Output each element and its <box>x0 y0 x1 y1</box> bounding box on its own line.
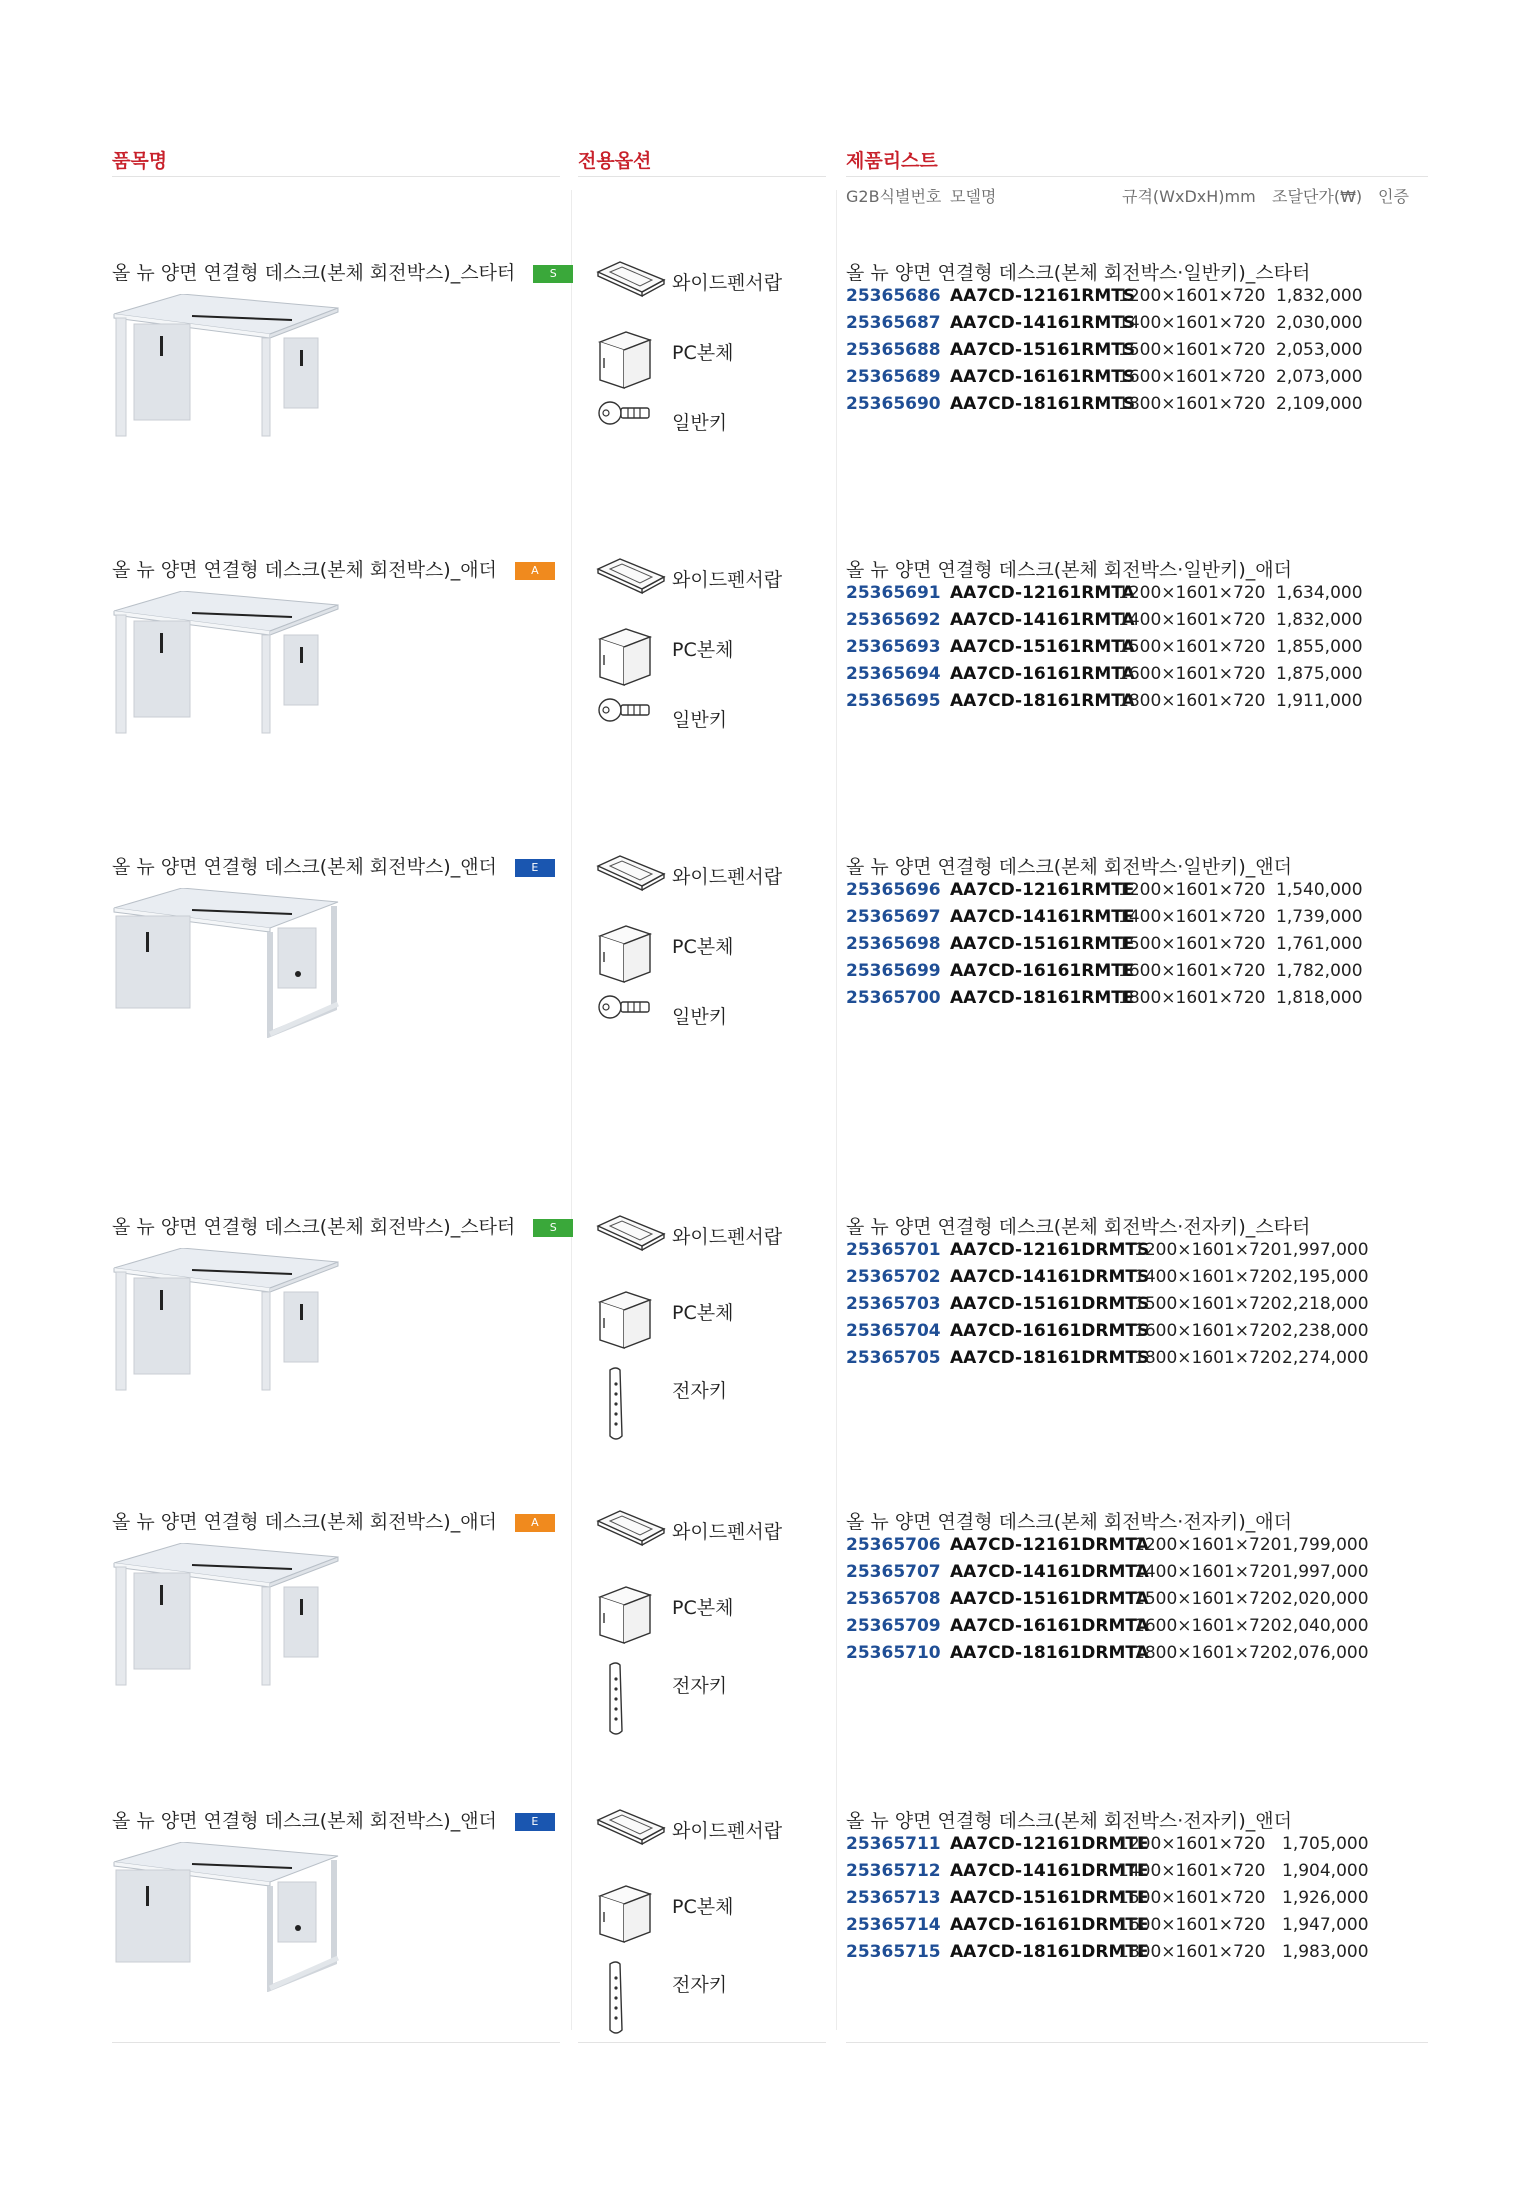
product-row <box>0 1806 1529 2126</box>
price: 2,076,000 <box>1282 1643 1369 1663</box>
product-line <box>846 1562 1426 1589</box>
product-line <box>846 1915 1426 1942</box>
item-name: 올 뉴 양면 연결형 데스크(본체 회전박스)_스타터 S <box>112 258 573 285</box>
option-item <box>596 555 836 603</box>
product-line <box>846 1589 1426 1616</box>
spec: 1200×1601×720 <box>1134 1535 1282 1555</box>
subheader-spec: 규격(WxDxH)mm <box>1122 187 1256 206</box>
model-name: AA7CD-12161DRMTS <box>950 1240 1150 1260</box>
g2b-id: 25365699 <box>846 961 941 981</box>
option-item <box>596 328 836 376</box>
spec: 1600×1601×720 <box>1118 1915 1266 1935</box>
product-line <box>846 1834 1426 1861</box>
price: 1,947,000 <box>1282 1915 1369 1935</box>
desk-image <box>112 591 342 741</box>
desk-image <box>112 1248 342 1398</box>
price: 1,983,000 <box>1282 1942 1369 1962</box>
spec: 1800×1601×720 <box>1118 394 1266 414</box>
g2b-id: 25365707 <box>846 1562 941 1582</box>
product-line <box>846 340 1426 367</box>
spec: 1800×1601×720 <box>1134 1643 1282 1663</box>
spec: 1500×1601×720 <box>1134 1589 1282 1609</box>
option-label: PC본체 <box>672 1597 734 1619</box>
product-line <box>846 1348 1426 1375</box>
product-line <box>846 1643 1426 1670</box>
price: 1,997,000 <box>1282 1562 1369 1582</box>
price: 2,238,000 <box>1282 1321 1369 1341</box>
option-item <box>596 1882 836 1930</box>
item-name: 올 뉴 양면 연결형 데스크(본체 회전박스)_앤더 E <box>112 1806 555 1833</box>
subheader-cert: 인증 <box>1378 187 1409 206</box>
product-line <box>846 394 1426 421</box>
product-line <box>846 961 1426 988</box>
g2b-id: 25365711 <box>846 1834 941 1854</box>
product-line <box>846 1240 1426 1267</box>
model-name: AA7CD-15161DRMTE <box>950 1888 1149 1908</box>
spec: 1500×1601×720 <box>1118 637 1266 657</box>
item-name: 올 뉴 양면 연결형 데스크(본체 회전박스)_스타터 S <box>112 1212 573 1239</box>
g2b-id: 25365695 <box>846 691 941 711</box>
model-name: AA7CD-18161DRMTE <box>950 1942 1149 1962</box>
price: 1,818,000 <box>1276 988 1363 1008</box>
group-title: 올 뉴 양면 연결형 데스크(본체 회전박스·일반키)_애더 <box>846 559 1292 581</box>
model-name: AA7CD-15161DRMTA <box>950 1589 1149 1609</box>
option-item <box>596 922 836 970</box>
option-label: PC본체 <box>672 1302 734 1324</box>
product-line <box>846 1321 1426 1348</box>
g2b-id: 25365715 <box>846 1942 941 1962</box>
model-name: AA7CD-14161DRMTA <box>950 1562 1149 1582</box>
price: 2,053,000 <box>1276 340 1363 360</box>
model-name: AA7CD-15161RMTA <box>950 637 1135 657</box>
product-line <box>846 691 1426 718</box>
product-line <box>846 1861 1426 1888</box>
model-name: AA7CD-14161RMTE <box>950 907 1135 927</box>
option-label: PC본체 <box>672 639 734 661</box>
product-line <box>846 637 1426 664</box>
option-item <box>596 695 836 743</box>
price: 2,274,000 <box>1282 1348 1369 1368</box>
model-name: AA7CD-16161RMTA <box>950 664 1135 684</box>
spec: 1200×1601×720 <box>1118 583 1266 603</box>
g2b-id: 25365710 <box>846 1643 941 1663</box>
spec: 1600×1601×720 <box>1118 664 1266 684</box>
product-line <box>846 1294 1426 1321</box>
g2b-id: 25365692 <box>846 610 941 630</box>
option-label: 전자키 <box>672 1974 728 1996</box>
group-title: 올 뉴 양면 연결형 데스크(본체 회전박스·일반키)_앤더 <box>846 856 1292 878</box>
model-name: AA7CD-18161DRMTA <box>950 1643 1149 1663</box>
option-label: PC본체 <box>672 1896 734 1918</box>
model-name: AA7CD-15161RMTE <box>950 934 1135 954</box>
price: 1,799,000 <box>1282 1535 1369 1555</box>
option-label: 전자키 <box>672 1675 728 1697</box>
header-divider-1 <box>112 176 560 177</box>
item-name: 올 뉴 양면 연결형 데스크(본체 회전박스)_앤더 E <box>112 852 555 879</box>
price: 1,705,000 <box>1282 1834 1369 1854</box>
model-name: AA7CD-12161RMTS <box>950 286 1136 306</box>
price: 2,195,000 <box>1282 1267 1369 1287</box>
model-name: AA7CD-18161RMTE <box>950 988 1135 1008</box>
option-label: PC본체 <box>672 342 734 364</box>
spec: 1500×1601×720 <box>1134 1294 1282 1314</box>
price: 1,904,000 <box>1282 1861 1369 1881</box>
grade-badge: S <box>529 1219 573 1237</box>
subheader-model: 모델명 <box>950 187 997 206</box>
product-row <box>0 1212 1529 1532</box>
option-label: 와이드펜서랍 <box>672 272 783 294</box>
g2b-id: 25365689 <box>846 367 941 387</box>
option-label: 와이드펜서랍 <box>672 1226 783 1248</box>
grade-badge: E <box>511 859 555 877</box>
g2b-id: 25365688 <box>846 340 941 360</box>
model-name: AA7CD-16161RMTE <box>950 961 1135 981</box>
spec: 1400×1601×720 <box>1118 907 1266 927</box>
spec: 1500×1601×720 <box>1118 934 1266 954</box>
option-item <box>596 1507 836 1555</box>
desk-image <box>112 1842 342 1992</box>
price: 1,855,000 <box>1276 637 1363 657</box>
subheader-price: 조달단가(₩) <box>1272 187 1363 206</box>
spec: 1800×1601×720 <box>1134 1348 1282 1368</box>
product-line <box>846 1616 1426 1643</box>
model-name: AA7CD-14161DRMTE <box>950 1861 1149 1881</box>
product-line <box>846 583 1426 610</box>
group-title: 올 뉴 양면 연결형 데스크(본체 회전박스·일반키)_스타터 <box>846 262 1311 284</box>
footer-divider-3 <box>846 2042 1428 2043</box>
spec: 1200×1601×720 <box>1118 1834 1266 1854</box>
g2b-id: 25365690 <box>846 394 941 414</box>
option-label: 와이드펜서랍 <box>672 1521 783 1543</box>
grade-badge: A <box>511 1514 555 1532</box>
model-name: AA7CD-18161DRMTS <box>950 1348 1150 1368</box>
g2b-id: 25365697 <box>846 907 941 927</box>
g2b-id: 25365704 <box>846 1321 941 1341</box>
option-item <box>596 1583 836 1631</box>
g2b-id: 25365712 <box>846 1861 941 1881</box>
option-item <box>596 1806 836 1854</box>
g2b-id: 25365713 <box>846 1888 941 1908</box>
product-line <box>846 880 1426 907</box>
spec: 1200×1601×720 <box>1134 1240 1282 1260</box>
product-line <box>846 313 1426 340</box>
g2b-id: 25365686 <box>846 286 941 306</box>
price: 2,030,000 <box>1276 313 1363 333</box>
header-divider-2 <box>578 176 826 177</box>
option-label: PC본체 <box>672 936 734 958</box>
g2b-id: 25365709 <box>846 1616 941 1636</box>
option-label: 전자키 <box>672 1380 728 1402</box>
product-line <box>846 907 1426 934</box>
spec: 1600×1601×720 <box>1118 961 1266 981</box>
model-name: AA7CD-18161RMTS <box>950 394 1136 414</box>
g2b-id: 25365702 <box>846 1267 941 1287</box>
price: 1,875,000 <box>1276 664 1363 684</box>
price: 1,761,000 <box>1276 934 1363 954</box>
item-name: 올 뉴 양면 연결형 데스크(본체 회전박스)_애더 A <box>112 1507 555 1534</box>
option-item <box>596 852 836 900</box>
model-name: AA7CD-15161DRMTS <box>950 1294 1150 1314</box>
g2b-id: 25365694 <box>846 664 941 684</box>
g2b-id: 25365687 <box>846 313 941 333</box>
price: 2,020,000 <box>1282 1589 1369 1609</box>
spec: 1200×1601×720 <box>1118 880 1266 900</box>
spec: 1500×1601×720 <box>1118 1888 1266 1908</box>
price: 1,832,000 <box>1276 610 1363 630</box>
spec: 1400×1601×720 <box>1118 313 1266 333</box>
product-line <box>846 1535 1426 1562</box>
g2b-id: 25365693 <box>846 637 941 657</box>
option-label: 와이드펜서랍 <box>672 1820 783 1842</box>
spec: 1800×1601×720 <box>1118 988 1266 1008</box>
product-row <box>0 258 1529 578</box>
price: 1,540,000 <box>1276 880 1363 900</box>
product-line <box>846 1267 1426 1294</box>
price: 2,040,000 <box>1282 1616 1369 1636</box>
desk-image <box>112 1543 342 1693</box>
column-header-options: 전용옵션 <box>578 150 652 172</box>
option-label: 일반키 <box>672 412 728 434</box>
option-label: 일반키 <box>672 709 728 731</box>
g2b-id: 25365705 <box>846 1348 941 1368</box>
header-divider-3 <box>846 176 1428 177</box>
footer-divider-1 <box>112 2042 560 2043</box>
price: 2,218,000 <box>1282 1294 1369 1314</box>
option-item <box>596 1288 836 1336</box>
desk-image <box>112 294 342 444</box>
grade-badge: S <box>529 265 573 283</box>
model-name: AA7CD-15161RMTS <box>950 340 1136 360</box>
item-name: 올 뉴 양면 연결형 데스크(본체 회전박스)_애더 A <box>112 555 555 582</box>
product-row <box>0 555 1529 875</box>
product-line <box>846 988 1426 1015</box>
g2b-id: 25365708 <box>846 1589 941 1609</box>
spec: 1500×1601×720 <box>1118 340 1266 360</box>
model-name: AA7CD-16161RMTS <box>950 367 1136 387</box>
product-line <box>846 286 1426 313</box>
model-name: AA7CD-18161RMTA <box>950 691 1135 711</box>
price: 1,911,000 <box>1276 691 1363 711</box>
option-item <box>596 1960 836 2008</box>
grade-badge: E <box>511 1813 555 1831</box>
product-line <box>846 664 1426 691</box>
spec: 1400×1601×720 <box>1118 610 1266 630</box>
group-title: 올 뉴 양면 연결형 데스크(본체 회전박스·전자키)_스타터 <box>846 1216 1311 1238</box>
price: 1,634,000 <box>1276 583 1363 603</box>
price: 1,782,000 <box>1276 961 1363 981</box>
spec: 1800×1601×720 <box>1118 691 1266 711</box>
subheader-g2b-id: G2B식별번호 <box>846 187 942 206</box>
price: 2,073,000 <box>1276 367 1363 387</box>
group-title: 올 뉴 양면 연결형 데스크(본체 회전박스·전자키)_앤더 <box>846 1810 1292 1832</box>
spec: 1400×1601×720 <box>1134 1562 1282 1582</box>
model-name: AA7CD-12161RMTE <box>950 880 1135 900</box>
grade-badge: A <box>511 562 555 580</box>
model-name: AA7CD-16161DRMTA <box>950 1616 1149 1636</box>
product-line <box>846 934 1426 961</box>
g2b-id: 25365714 <box>846 1915 941 1935</box>
footer-divider-2 <box>578 2042 826 2043</box>
g2b-id: 25365700 <box>846 988 941 1008</box>
column-header-item-name: 품목명 <box>112 150 168 172</box>
product-line <box>846 610 1426 637</box>
model-name: AA7CD-14161RMTS <box>950 313 1136 333</box>
option-item <box>596 398 836 446</box>
spec: 1600×1601×720 <box>1134 1321 1282 1341</box>
g2b-id: 25365706 <box>846 1535 941 1555</box>
spec: 1400×1601×720 <box>1118 1861 1266 1881</box>
price: 1,997,000 <box>1282 1240 1369 1260</box>
product-line <box>846 1942 1426 1969</box>
spec: 1800×1601×720 <box>1118 1942 1266 1962</box>
g2b-id: 25365696 <box>846 880 941 900</box>
price: 1,832,000 <box>1276 286 1363 306</box>
option-label: 와이드펜서랍 <box>672 866 783 888</box>
g2b-id: 25365698 <box>846 934 941 954</box>
spec: 1400×1601×720 <box>1134 1267 1282 1287</box>
price: 1,926,000 <box>1282 1888 1369 1908</box>
product-line <box>846 1888 1426 1915</box>
option-label: 와이드펜서랍 <box>672 569 783 591</box>
model-name: AA7CD-16161DRMTE <box>950 1915 1149 1935</box>
spec: 1600×1601×720 <box>1118 367 1266 387</box>
model-name: AA7CD-14161DRMTS <box>950 1267 1150 1287</box>
g2b-id: 25365701 <box>846 1240 941 1260</box>
option-item <box>596 1366 836 1414</box>
model-name: AA7CD-12161DRMTE <box>950 1834 1149 1854</box>
option-item <box>596 992 836 1040</box>
option-item <box>596 1212 836 1260</box>
option-item <box>596 625 836 673</box>
g2b-id: 25365703 <box>846 1294 941 1314</box>
price: 2,109,000 <box>1276 394 1363 414</box>
model-name: AA7CD-12161DRMTA <box>950 1535 1149 1555</box>
option-item <box>596 258 836 306</box>
spec: 1200×1601×720 <box>1118 286 1266 306</box>
spec: 1600×1601×720 <box>1134 1616 1282 1636</box>
model-name: AA7CD-14161RMTA <box>950 610 1135 630</box>
price: 1,739,000 <box>1276 907 1363 927</box>
model-name: AA7CD-12161RMTA <box>950 583 1135 603</box>
product-row <box>0 852 1529 1172</box>
product-line <box>846 367 1426 394</box>
product-row <box>0 1507 1529 1827</box>
option-label: 일반키 <box>672 1006 728 1028</box>
option-item <box>596 1661 836 1709</box>
model-name: AA7CD-16161DRMTS <box>950 1321 1150 1341</box>
group-title: 올 뉴 양면 연결형 데스크(본체 회전박스·전자키)_애더 <box>846 1511 1292 1533</box>
g2b-id: 25365691 <box>846 583 941 603</box>
desk-image <box>112 888 342 1038</box>
column-header-product-list: 제품리스트 <box>846 150 938 172</box>
